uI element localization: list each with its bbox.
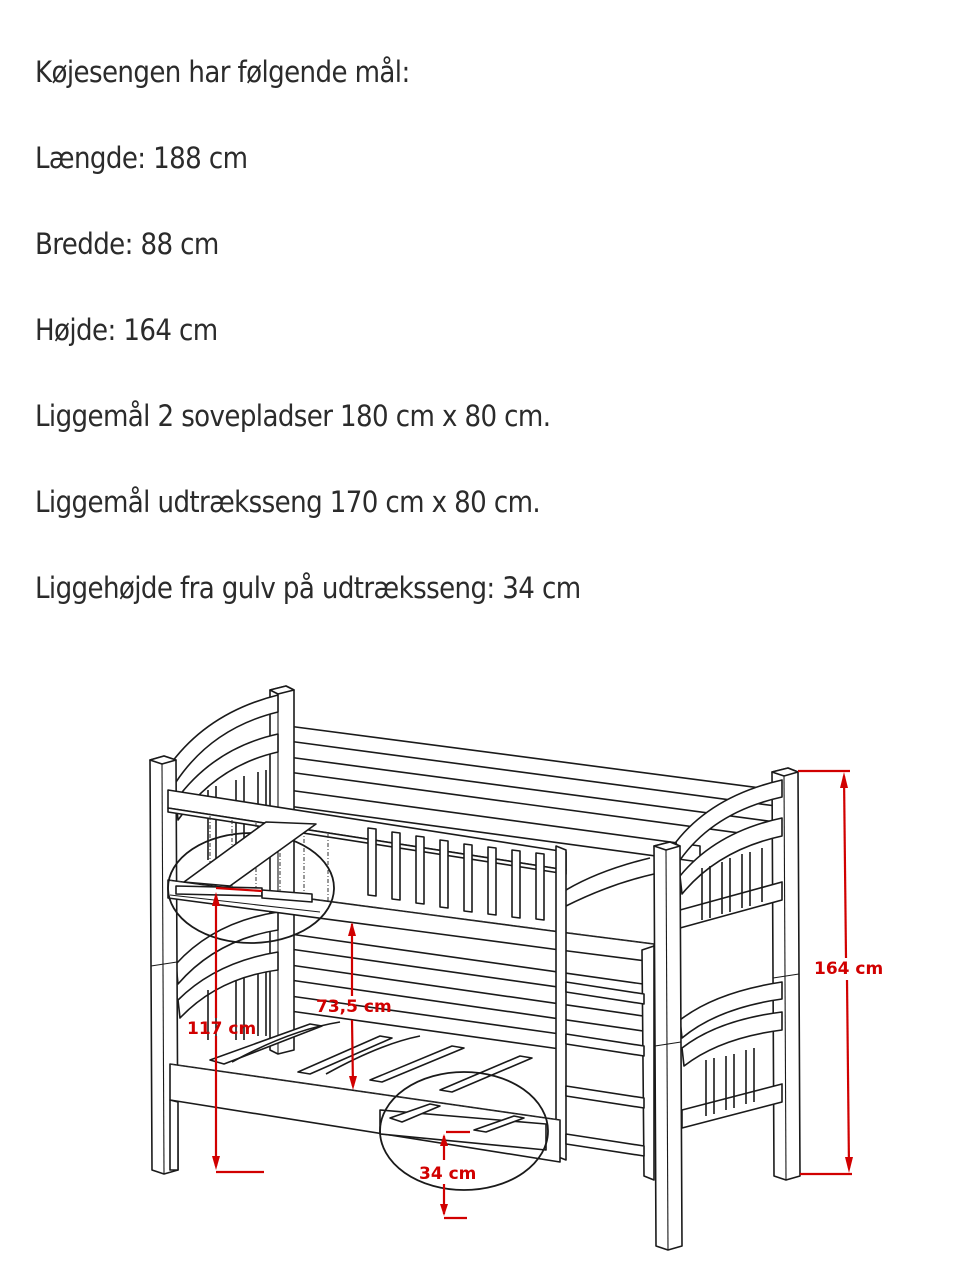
dimension-label-164: 164 cm — [814, 959, 884, 979]
spec-height: Højde: 164 cm — [35, 313, 218, 347]
bed-specifications — [35, 52, 581, 654]
dimension-label-34: 34 cm — [419, 1164, 477, 1184]
dimension-label-117: 117 cm — [187, 1019, 257, 1039]
dimension-total-height — [798, 771, 883, 1174]
right-headboard-lower — [680, 982, 782, 1128]
specs-intro: Køjesengen har følgende mål: — [35, 55, 410, 89]
lower-bed-frame — [170, 1022, 560, 1170]
right-front-post — [654, 842, 682, 1250]
bunk-bed-diagram — [0, 660, 960, 1284]
spec-trundle-height: Liggehøjde fra gulv på udtræksseng: 34 cm — [35, 571, 581, 605]
spec-sleeping-area: Liggemål 2 sovepladser 180 cm x 80 cm. — [35, 399, 551, 433]
spec-width: Bredde: 88 cm — [35, 227, 219, 261]
spec-trundle-area: Liggemål udtræksseng 170 cm x 80 cm. — [35, 485, 541, 519]
spec-length: Længde: 188 cm — [35, 141, 248, 175]
dimension-label-73-5: 73,5 cm — [316, 997, 392, 1017]
